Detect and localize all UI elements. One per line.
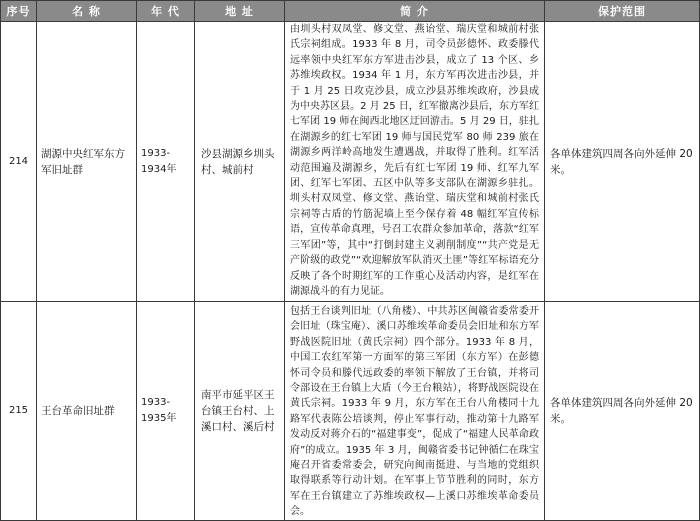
site-era: 1933-1934年 bbox=[137, 22, 195, 302]
row-number: 214 bbox=[1, 22, 37, 302]
protection-range: 各单体建筑四周各向外延伸 20 米。 bbox=[545, 302, 700, 521]
table-header bbox=[1, 1, 700, 22]
header-intro: 简 介 bbox=[285, 1, 545, 22]
site-address: 南平市延平区王台镇王台村、上溪口村、溪后村 bbox=[195, 302, 285, 521]
header-era: 年 代 bbox=[137, 1, 195, 22]
header-address: 地 址 bbox=[195, 1, 285, 22]
protection-range: 各单体建筑四周各向外延伸 20 米。 bbox=[545, 22, 700, 302]
site-introduction: 包括王台谈判旧址（八角楼）、中共苏区闽赣省委常委开会旧址（珠宝庵）、溪口苏维埃革命委员会旧址和东方军野战医院旧址（黄氏宗祠）四个部分。1933 年 8 月，中国工农红军第一方面军的第三军团（东方军）在彭德怀司令员和滕代远政委的率领下解放了王台镇，并将司令部设在王台镇上大盾（今王台粮站），将野战医院设在黄氏宗祠。1933 年 9 月，东方军在王台八角楼同十九路军代表陈公培谈判，停止军事行动，推动第十九路军发动反对蒋介石的“福建事变”，促成了“福建人民革命政府”的成立。1935 年 3 月，闽赣省委书记钟循仁在珠宝庵召开省委常委会，研究向闽南挺进、与当地的党组织取得联系等行动计划。在军事上节节胜利的同时，东方军在王台镇建立了苏维埃政权—上溪口苏维埃革命委员会。 bbox=[285, 302, 545, 521]
site-name: 王台革命旧址群 bbox=[37, 302, 137, 521]
header-name: 名 称 bbox=[37, 1, 137, 22]
site-address: 沙县湖源乡圳头村、城前村 bbox=[195, 22, 285, 302]
site-era: 1933-1935年 bbox=[137, 302, 195, 521]
table-row bbox=[1, 22, 700, 302]
site-name: 湖源中央红军东方军旧址群 bbox=[37, 22, 137, 302]
table-row bbox=[1, 302, 700, 521]
header-protection: 保护范围 bbox=[545, 1, 700, 22]
row-number: 215 bbox=[1, 302, 37, 521]
site-introduction: 由圳头村双凤堂、修文堂、燕诒堂、瑞庆堂和城前村张氏宗祠组成。1933 年 8 月，司令员彭德怀、政委滕代远率领中央红军东方军进击沙县，成立了 13 个区、乡苏维埃政权。1934 年 1 月，东方军再次进击沙县，并于 1 月 25 日攻克沙县，成立沙县苏维埃政府，沙县成为中央苏区县。2 月 25 日，红军撤离沙县后，东方军红七军团 19 师在闽西北地区迂回游击。5 月 29 日，驻扎在湖源乡的红七军团 19 师与国民党军 80 师 239 旅在湖源乡两洋岭高地发生遭遇战，并取得了胜利。红军活动范围遍及湖源乡，先后有红七军团 19 师、红军九军团、红军七军团、五区中队等多支部队在湖源乡驻扎。圳头村双凤堂、修文堂、燕诒堂、瑞庆堂和城前村张氏宗祠等古盾的竹筋泥墙上至今保存着 48 幅红军宣传标语，宣传革命真理，号召工农群众参加革命，落款“红军三军团”等，其中“打倒封建主义剥削制度”“共产党是无产阶级的政党”“欢迎解放军队消灭土匪”等红军标语充分反映了各个时期红军的工作重心及活动内容，是红军在湖源战斗的有力见证。 bbox=[285, 22, 545, 302]
header-num: 序号 bbox=[1, 1, 37, 22]
